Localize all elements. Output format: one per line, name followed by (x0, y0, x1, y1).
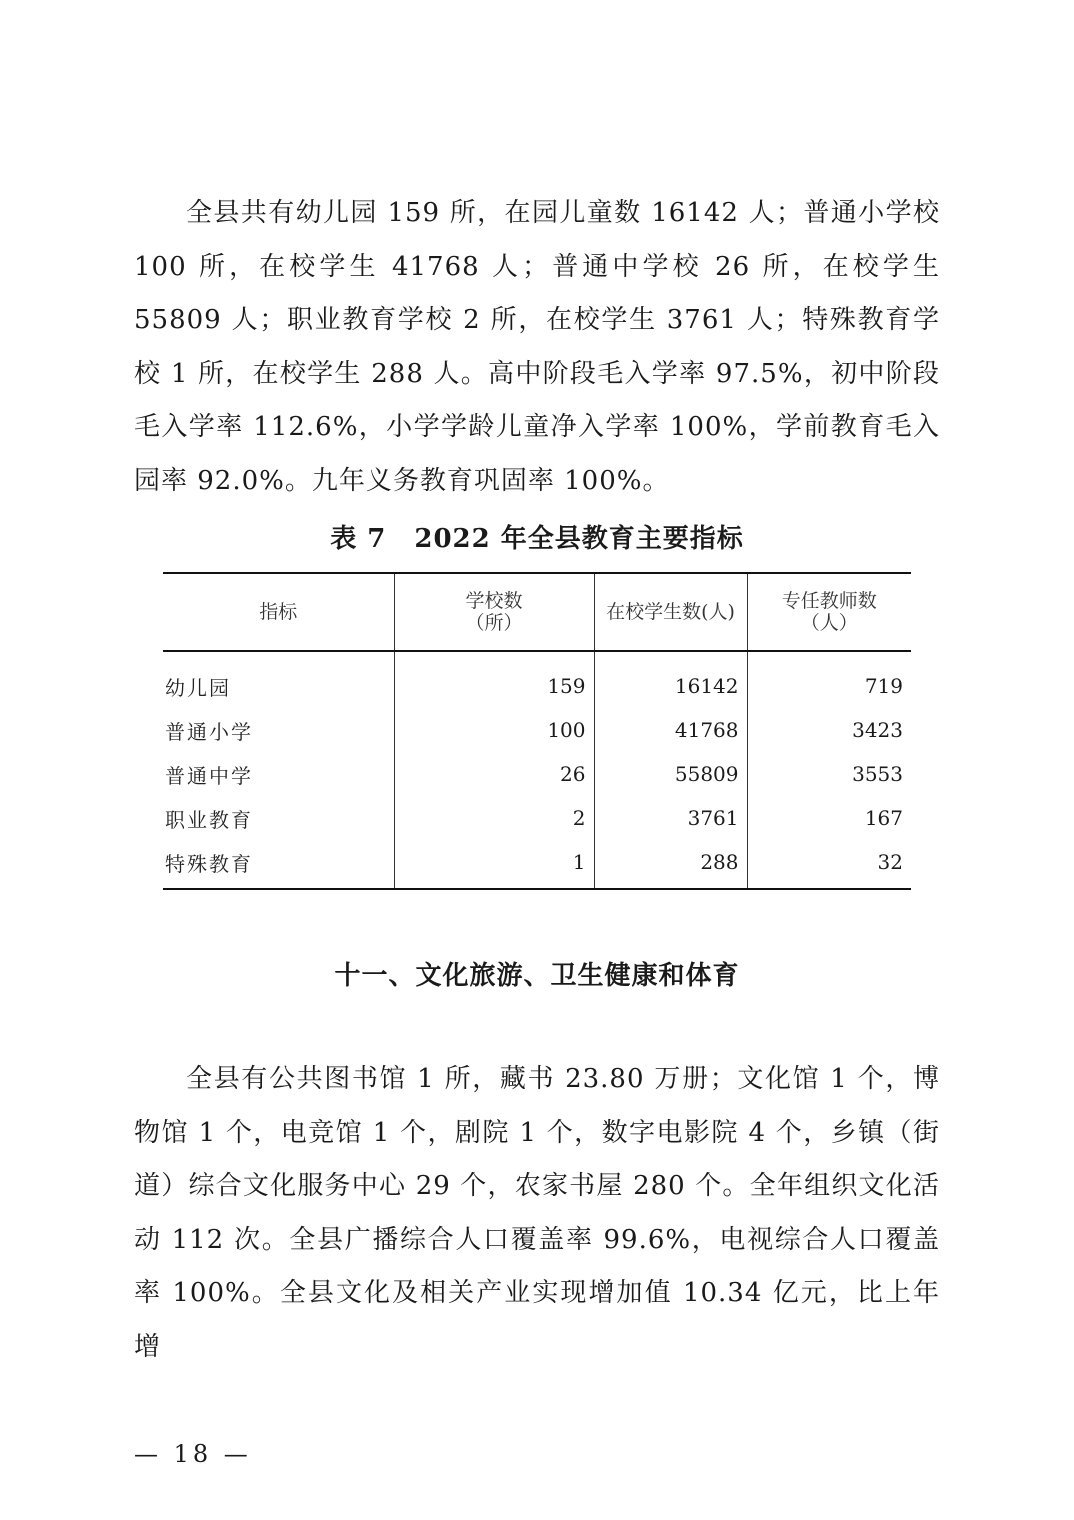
culture-paragraph: 全县有公共图书馆 1 所，藏书 23.80 万册；文化馆 1 个，博物馆 1 个，电竞馆 1 个，剧院 1 个，数字电影院 4 个，乡镇（街道）综合文化服务中心 29 个，农家书屋 280 个。全年组织文化活动 112 次。全县广播综合人口覆盖率 99.6%，电视综合人口覆盖率 100%。全县文化及相关产业实现增加值 10.34 亿元，比上年增 (134, 1064, 940, 1362)
header-students: 在校学生数(人) (594, 573, 747, 651)
row-label: 普通小学 (165, 719, 253, 744)
section-heading: 十一、文化旅游、卫生健康和体育 (334, 961, 740, 991)
table-caption-number: 表 7 (330, 524, 387, 554)
row-teachers: 167 (747, 796, 911, 840)
table-row (163, 708, 911, 752)
header-teachers: 专任教师数 （人） (747, 573, 911, 651)
table-row (163, 651, 911, 708)
table-row (163, 752, 911, 796)
row-schools: 26 (394, 752, 594, 796)
row-label: 普通中学 (165, 763, 253, 788)
row-schools: 159 (394, 651, 594, 708)
row-teachers: 3553 (747, 752, 911, 796)
table-caption (0, 518, 1074, 555)
row-teachers: 3423 (747, 708, 911, 752)
row-schools: 2 (394, 796, 594, 840)
row-students: 16142 (594, 651, 747, 708)
education-paragraph: 全县共有幼儿园 159 所，在园儿童数 16142 人；普通小学校 100 所，在校学生 41768 人；普通中学校 26 所，在校学生 55809 人；职业教育学校 2 所，在校学生 3761 人；特殊教育学校 1 所，在校学生 288 人。高中阶段毛入学率 97.5%，初中阶段毛入学率 112.6%，小学学龄儿童净入学率 100%，学前教育毛入园率 92.0%。九年义务教育巩固率 100%。 (134, 198, 940, 496)
table-row (163, 796, 911, 840)
page-number: — 18 — (134, 1440, 252, 1468)
row-label: 特殊教育 (165, 851, 253, 876)
table-row (163, 840, 911, 889)
row-teachers: 32 (747, 840, 911, 889)
header-schools: 学校数 （所） (394, 573, 594, 651)
row-students: 3761 (594, 796, 747, 840)
table-header-row (163, 573, 911, 651)
row-students: 288 (594, 840, 747, 889)
row-schools: 1 (394, 840, 594, 889)
table-caption-title: 2022 年全县教育主要指标 (414, 524, 744, 554)
row-label: 职业教育 (165, 807, 253, 832)
row-teachers: 719 (747, 651, 911, 708)
row-label: 幼儿园 (165, 675, 231, 700)
row-students: 55809 (594, 752, 747, 796)
row-schools: 100 (394, 708, 594, 752)
row-students: 41768 (594, 708, 747, 752)
header-indicator: 指标 (259, 601, 298, 623)
education-indicators-table (163, 572, 911, 890)
